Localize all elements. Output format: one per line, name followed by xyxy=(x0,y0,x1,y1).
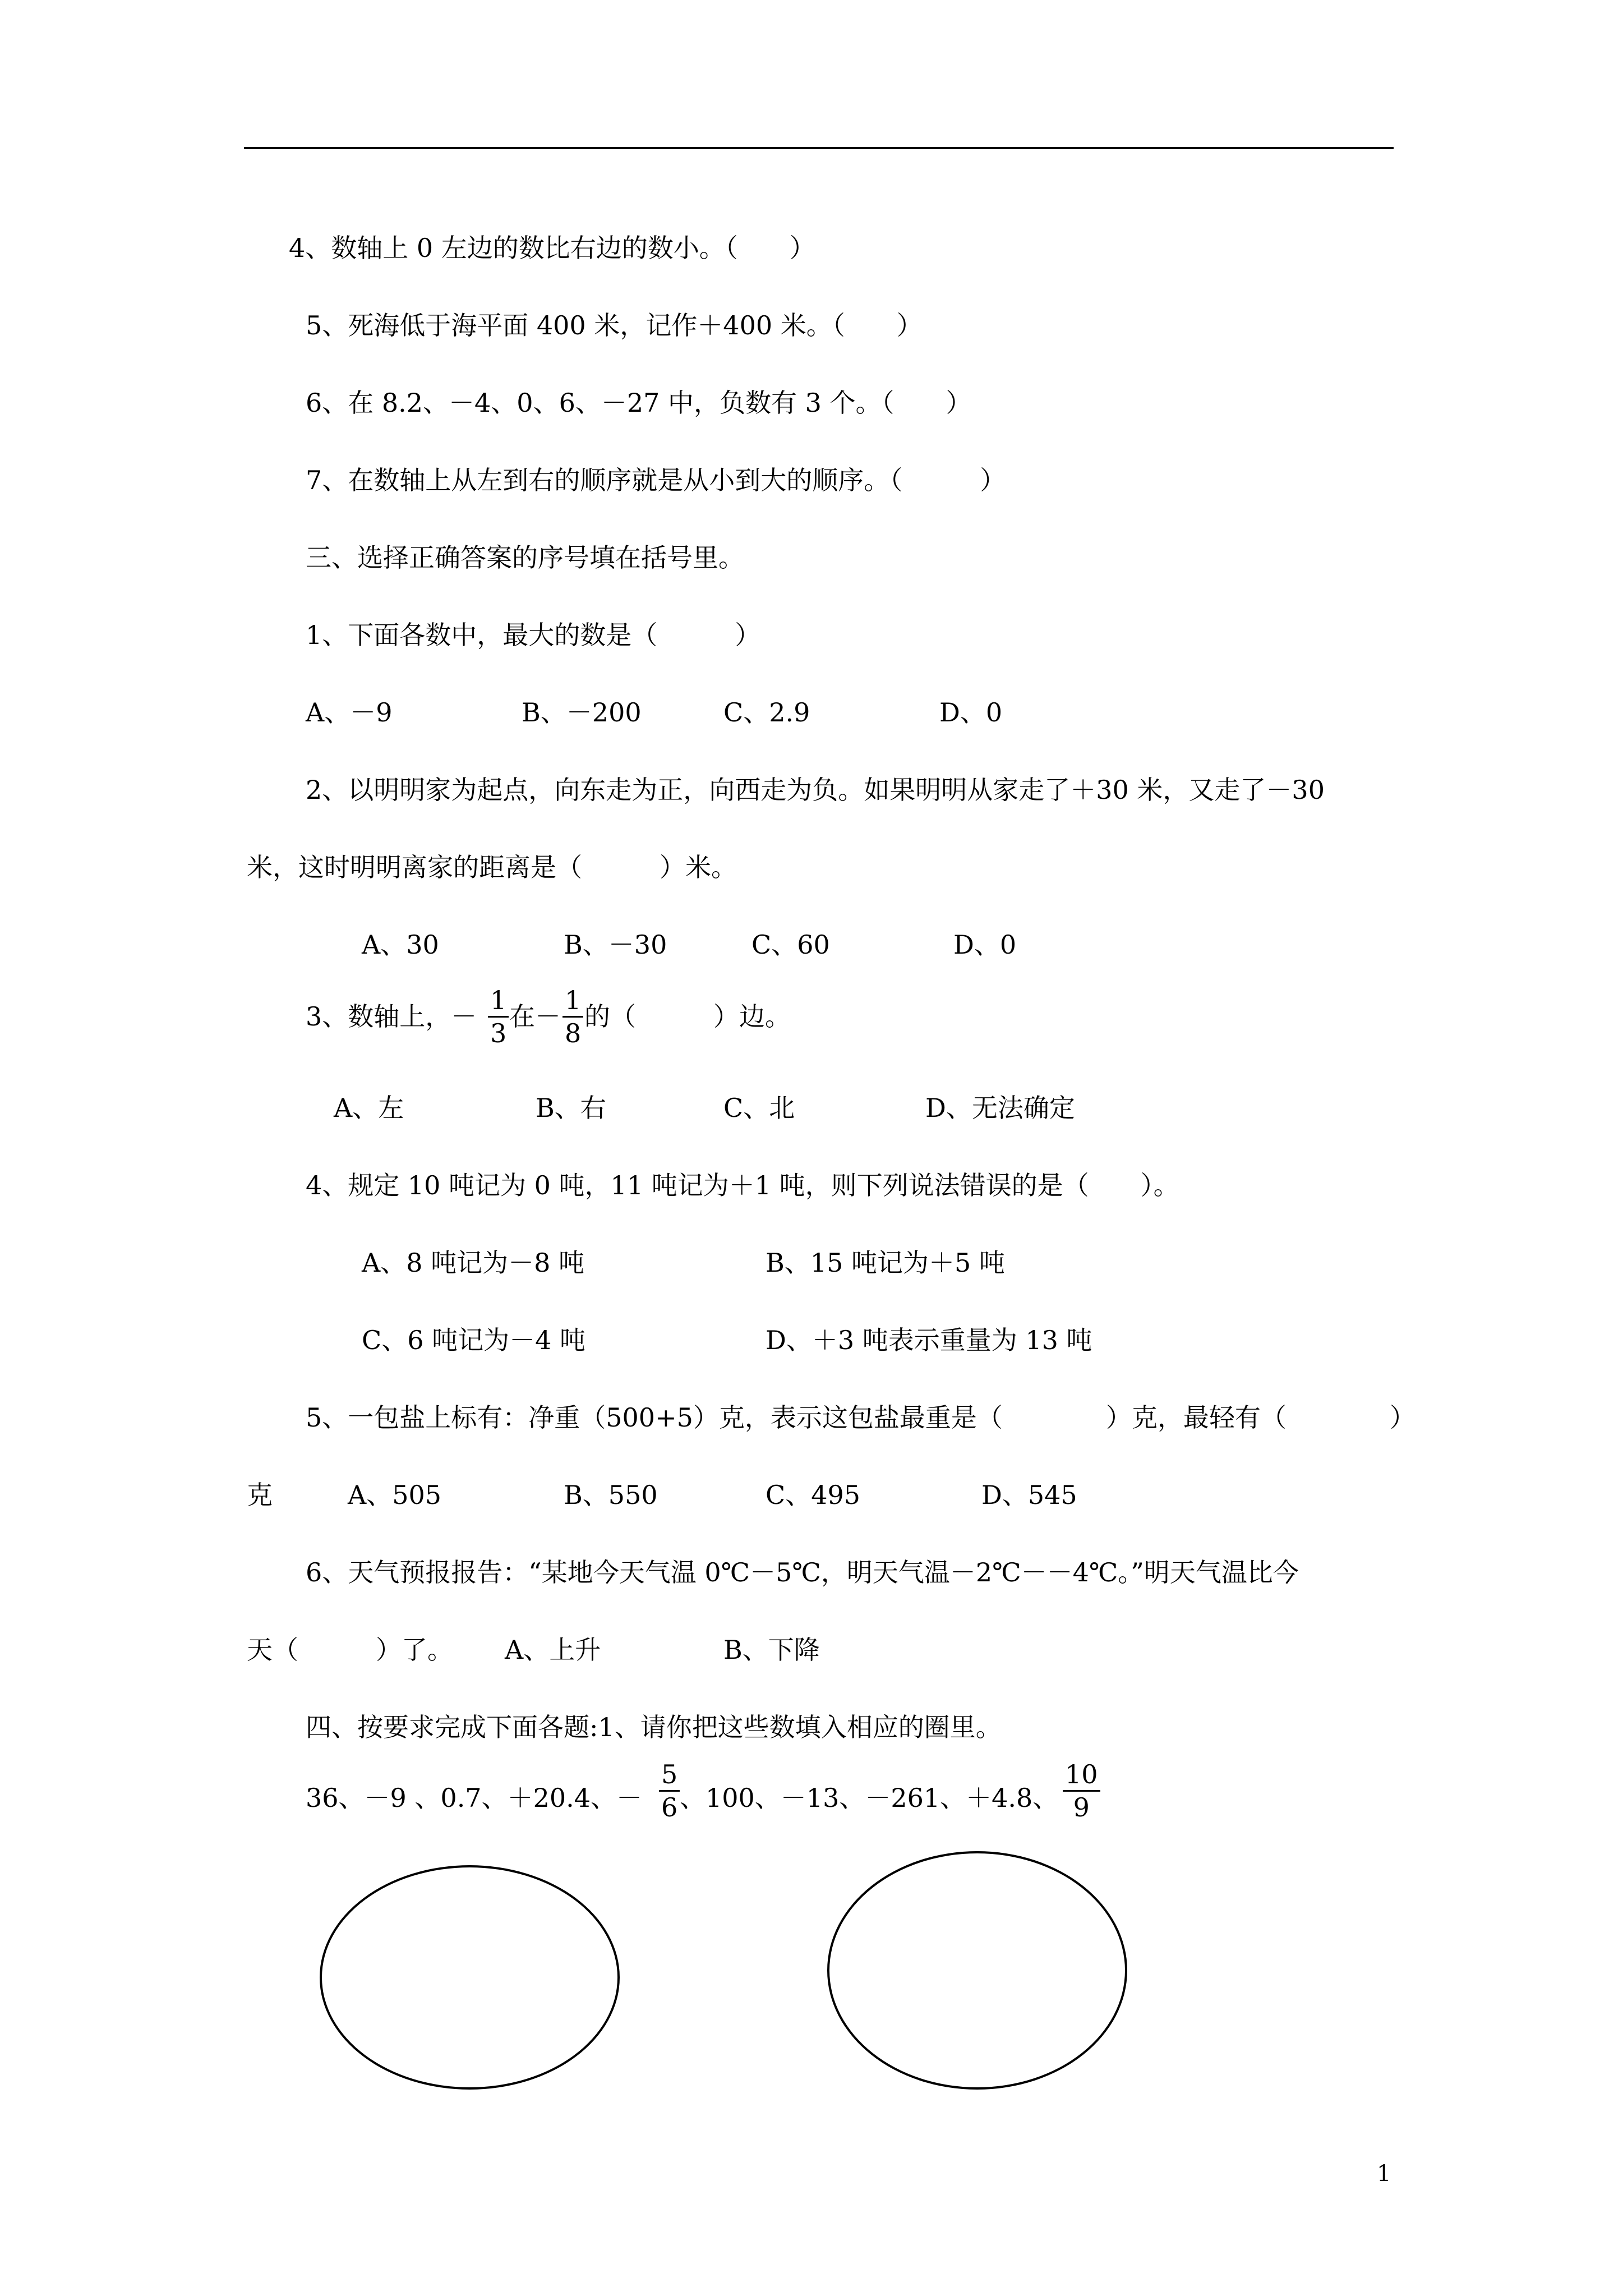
q2-option-b: B、－30 xyxy=(564,930,667,960)
answer-circle-right xyxy=(827,1851,1127,2090)
fraction-ten-ninths xyxy=(1063,1759,1100,1823)
fraction-denominator: 9 xyxy=(1073,1792,1090,1823)
judge-question-4: 4、数轴上 0 左边的数比右边的数小。（ ） xyxy=(289,233,815,263)
fraction-one-eighth xyxy=(562,984,583,1049)
fraction-denominator: 8 xyxy=(565,1018,582,1048)
q3-option-c: C、北 xyxy=(723,1093,795,1123)
fraction-five-sixths xyxy=(659,1759,680,1823)
fraction-denominator: 6 xyxy=(661,1792,678,1823)
choice-question-2-continued: 米，这时明明离家的距离是（ ）米。 xyxy=(247,852,737,882)
choice-question-6: 6、天气预报报告：“某地今天气温 0℃－5℃，明天气温－2℃－－4℃。”明天气温比今 xyxy=(306,1557,1299,1588)
q3-option-b: B、右 xyxy=(536,1093,606,1123)
judge-question-7: 7、在数轴上从左到右的顺序就是从小到大的顺序。（ ） xyxy=(306,465,1006,495)
page-number: 1 xyxy=(1377,2161,1391,2187)
choice-question-3-suffix: 的（ ）边。 xyxy=(584,1001,791,1032)
judge-question-6: 6、在 8.2、－4、0、6、－27 中，负数有 3 个。（ ） xyxy=(306,388,972,418)
section-3-heading: 三、选择正确答案的序号填在括号里。 xyxy=(306,542,744,573)
fraction-numerator: 1 xyxy=(562,984,583,1018)
q1-option-b: B、－200 xyxy=(522,697,642,728)
judge-question-5: 5、死海低于海平面 400 米，记作＋400 米。（ ） xyxy=(306,310,923,341)
choice-question-4: 4、规定 10 吨记为 0 吨，11 吨记为＋1 吨，则下列说法错误的是（ ）。 xyxy=(306,1170,1179,1200)
fraction-numerator: 1 xyxy=(488,984,509,1018)
q5-option-d: D、545 xyxy=(981,1480,1077,1510)
q6-option-a: A、上升 xyxy=(505,1635,601,1665)
number-list: 36、－9 、0.7、＋20.4、－ xyxy=(306,1783,642,1813)
q2-option-d: D、0 xyxy=(953,930,1017,960)
fraction-one-third xyxy=(488,984,509,1049)
section-4-heading: 四、按要求完成下面各题:1、请你把这些数填入相应的圈里。 xyxy=(306,1712,1002,1742)
q2-option-c: C、60 xyxy=(751,930,830,960)
q2-option-a: A、30 xyxy=(362,930,439,960)
q4-option-c: C、6 吨记为－4 吨 xyxy=(362,1325,585,1355)
choice-question-2: 2、以明明家为起点，向东走为正，向西走为负。如果明明从家走了＋30 米，又走了－30 xyxy=(306,775,1325,805)
q5-option-c: C、495 xyxy=(766,1480,860,1510)
q1-option-a: A、－9 xyxy=(306,697,393,728)
header-rule xyxy=(244,147,1394,149)
answer-circle-left xyxy=(320,1865,620,2090)
q4-option-d: D、＋3 吨表示重量为 13 吨 xyxy=(766,1325,1092,1355)
q5-option-a: A、505 xyxy=(348,1480,442,1510)
q1-option-c: C、2.9 xyxy=(723,697,810,728)
fraction-numerator: 5 xyxy=(659,1759,680,1792)
q3-option-d: D、无法确定 xyxy=(925,1093,1075,1123)
q1-option-d: D、0 xyxy=(939,697,1003,728)
fraction-denominator: 3 xyxy=(490,1018,507,1048)
choice-question-3-prefix: 3、数轴上，－ xyxy=(306,1001,477,1032)
number-list-continued: 、100、－13、－261、＋4.8、 xyxy=(680,1783,1059,1813)
choice-question-1: 1、下面各数中，最大的数是（ ） xyxy=(306,620,761,650)
choice-question-6-continued: 天（ ）了。 xyxy=(247,1635,453,1665)
q4-option-a: A、8 吨记为－8 吨 xyxy=(362,1248,584,1278)
choice-question-5: 5、一包盐上标有：净重（500+5）克，表示这包盐最重是（ ）克，最轻有（ ） xyxy=(306,1402,1415,1433)
q5-option-b: B、550 xyxy=(564,1480,658,1510)
q3-option-a: A、左 xyxy=(334,1093,404,1123)
fraction-numerator: 10 xyxy=(1063,1759,1100,1792)
choice-question-3-middle: 在－ xyxy=(509,1001,561,1032)
q6-option-b: B、下降 xyxy=(723,1635,820,1665)
choice-question-5-continued: 克 xyxy=(247,1480,273,1510)
q4-option-b: B、15 吨记为＋5 吨 xyxy=(766,1248,1005,1278)
